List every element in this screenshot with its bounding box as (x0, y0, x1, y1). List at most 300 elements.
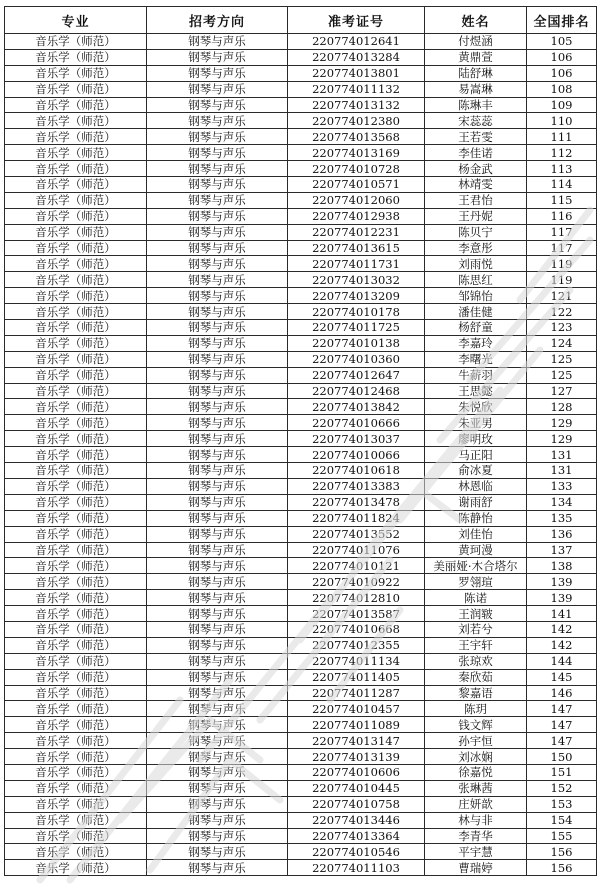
cell-exam-number: 220774010571 (288, 177, 425, 193)
cell-rank: 106 (527, 65, 597, 81)
cell-direction: 钢琴与声乐 (147, 129, 288, 145)
table-row (5, 590, 597, 606)
cell-direction: 钢琴与声乐 (147, 478, 288, 494)
cell-major: 音乐学（师范） (5, 860, 147, 876)
cell-major: 音乐学（师范） (5, 34, 147, 50)
cell-rank: 136 (527, 526, 597, 542)
cell-rank: 119 (527, 256, 597, 272)
cell-name: 廖明玫 (425, 431, 527, 447)
table-row (5, 367, 597, 383)
cell-direction: 钢琴与声乐 (147, 637, 288, 653)
cell-rank: 119 (527, 272, 597, 288)
table-row (5, 701, 597, 717)
cell-major: 音乐学（师范） (5, 478, 147, 494)
cell-major: 音乐学（师范） (5, 145, 147, 161)
cell-exam-number: 220774010728 (288, 161, 425, 177)
cell-major: 音乐学（师范） (5, 383, 147, 399)
cell-major: 音乐学（师范） (5, 192, 147, 208)
cell-exam-number: 220774013383 (288, 478, 425, 494)
cell-name: 刘佳怡 (425, 526, 527, 542)
cell-name: 王宇轩 (425, 637, 527, 653)
cell-direction: 钢琴与声乐 (147, 288, 288, 304)
cell-rank: 110 (527, 113, 597, 129)
table-body (5, 34, 597, 876)
cell-rank: 142 (527, 637, 597, 653)
cell-direction: 钢琴与声乐 (147, 494, 288, 510)
cell-exam-number: 220774011725 (288, 320, 425, 336)
cell-exam-number: 220774011089 (288, 717, 425, 733)
cell-direction: 钢琴与声乐 (147, 669, 288, 685)
cell-major: 音乐学（师范） (5, 272, 147, 288)
cell-rank: 129 (527, 415, 597, 431)
table-row (5, 526, 597, 542)
cell-rank: 108 (527, 81, 597, 97)
cell-exam-number: 220774013552 (288, 526, 425, 542)
table-row (5, 161, 597, 177)
cell-exam-number: 220774013842 (288, 399, 425, 415)
table-row (5, 288, 597, 304)
cell-rank: 115 (527, 192, 597, 208)
cell-name: 黄珂漫 (425, 542, 527, 558)
cell-major: 音乐学（师范） (5, 288, 147, 304)
cell-rank: 156 (527, 860, 597, 876)
cell-direction: 钢琴与声乐 (147, 177, 288, 193)
cell-major: 音乐学（师范） (5, 844, 147, 860)
cell-name: 张琼欢 (425, 653, 527, 669)
cell-rank: 141 (527, 606, 597, 622)
cell-direction: 钢琴与声乐 (147, 780, 288, 796)
cell-rank: 117 (527, 240, 597, 256)
cell-exam-number: 220774011132 (288, 81, 425, 97)
table-row (5, 129, 597, 145)
cell-major: 音乐学（师范） (5, 320, 147, 336)
cell-exam-number: 220774010606 (288, 764, 425, 780)
cell-exam-number: 220774012355 (288, 637, 425, 653)
table-row (5, 256, 597, 272)
cell-major: 音乐学（师范） (5, 240, 147, 256)
cell-name: 曹瑞婷 (425, 860, 527, 876)
cell-exam-number: 220774010666 (288, 415, 425, 431)
cell-exam-number: 220774010445 (288, 780, 425, 796)
cell-exam-number: 220774013587 (288, 606, 425, 622)
table-row (5, 49, 597, 65)
cell-direction: 钢琴与声乐 (147, 812, 288, 828)
cell-direction: 钢琴与声乐 (147, 320, 288, 336)
cell-direction: 钢琴与声乐 (147, 34, 288, 50)
table-row (5, 812, 597, 828)
cell-direction: 钢琴与声乐 (147, 717, 288, 733)
cell-direction: 钢琴与声乐 (147, 542, 288, 558)
cell-major: 音乐学（师范） (5, 574, 147, 590)
cell-exam-number: 220774013478 (288, 494, 425, 510)
cell-exam-number: 220774012647 (288, 367, 425, 383)
table-row (5, 637, 597, 653)
cell-major: 音乐学（师范） (5, 558, 147, 574)
cell-rank: 137 (527, 542, 597, 558)
cell-rank: 121 (527, 288, 597, 304)
cell-direction: 钢琴与声乐 (147, 749, 288, 765)
cell-major: 音乐学（师范） (5, 224, 147, 240)
table-row (5, 431, 597, 447)
table-row (5, 145, 597, 161)
cell-major: 音乐学（师范） (5, 717, 147, 733)
cell-direction: 钢琴与声乐 (147, 367, 288, 383)
cell-name: 潘佳健 (425, 304, 527, 320)
cell-direction: 钢琴与声乐 (147, 701, 288, 717)
cell-major: 音乐学（师范） (5, 637, 147, 653)
header-exam-number: 准考证号 (288, 7, 425, 34)
cell-exam-number: 220774011287 (288, 685, 425, 701)
cell-exam-number: 220774010758 (288, 796, 425, 812)
cell-direction: 钢琴与声乐 (147, 304, 288, 320)
cell-major: 音乐学（师范） (5, 367, 147, 383)
cell-name: 平宇慧 (425, 844, 527, 860)
cell-name: 杨金武 (425, 161, 527, 177)
table-row (5, 749, 597, 765)
cell-exam-number: 220774013147 (288, 733, 425, 749)
cell-rank: 117 (527, 224, 597, 240)
cell-direction: 钢琴与声乐 (147, 192, 288, 208)
cell-exam-number: 220774012938 (288, 208, 425, 224)
cell-rank: 145 (527, 669, 597, 685)
table-row (5, 780, 597, 796)
cell-major: 音乐学（师范） (5, 701, 147, 717)
table-row (5, 304, 597, 320)
cell-rank: 152 (527, 780, 597, 796)
table-row (5, 510, 597, 526)
cell-rank: 154 (527, 812, 597, 828)
table-row (5, 272, 597, 288)
table-row (5, 65, 597, 81)
cell-major: 音乐学（师范） (5, 49, 147, 65)
cell-major: 音乐学（师范） (5, 113, 147, 129)
cell-major: 音乐学（师范） (5, 129, 147, 145)
cell-name: 朱亚男 (425, 415, 527, 431)
cell-name: 杨舒童 (425, 320, 527, 336)
cell-rank: 124 (527, 335, 597, 351)
cell-direction: 钢琴与声乐 (147, 621, 288, 637)
cell-name: 易嵩琳 (425, 81, 527, 97)
table-row (5, 192, 597, 208)
cell-name: 陈诺 (425, 590, 527, 606)
cell-name: 牛薪羽 (425, 367, 527, 383)
cell-exam-number: 220774011134 (288, 653, 425, 669)
cell-rank: 139 (527, 590, 597, 606)
table-row (5, 478, 597, 494)
cell-rank: 113 (527, 161, 597, 177)
cell-name: 王君怡 (425, 192, 527, 208)
cell-rank: 155 (527, 828, 597, 844)
cell-rank: 114 (527, 177, 597, 193)
table-row (5, 733, 597, 749)
cell-exam-number: 220774011405 (288, 669, 425, 685)
cell-direction: 钢琴与声乐 (147, 431, 288, 447)
table-row (5, 574, 597, 590)
cell-exam-number: 220774013032 (288, 272, 425, 288)
cell-rank: 147 (527, 717, 597, 733)
table-row (5, 399, 597, 415)
cell-direction: 钢琴与声乐 (147, 351, 288, 367)
cell-direction: 钢琴与声乐 (147, 224, 288, 240)
cell-rank: 125 (527, 351, 597, 367)
header-major: 专业 (5, 7, 147, 34)
cell-major: 音乐学（师范） (5, 606, 147, 622)
cell-name: 李青华 (425, 828, 527, 844)
cell-major: 音乐学（师范） (5, 81, 147, 97)
cell-exam-number: 220774010668 (288, 621, 425, 637)
cell-rank: 146 (527, 685, 597, 701)
cell-direction: 钢琴与声乐 (147, 606, 288, 622)
cell-rank: 116 (527, 208, 597, 224)
cell-rank: 129 (527, 431, 597, 447)
table-row (5, 335, 597, 351)
table-row (5, 320, 597, 336)
cell-direction: 钢琴与声乐 (147, 113, 288, 129)
cell-name: 邹锦怡 (425, 288, 527, 304)
cell-direction: 钢琴与声乐 (147, 145, 288, 161)
cell-major: 音乐学（师范） (5, 542, 147, 558)
table-row (5, 860, 597, 876)
cell-exam-number: 220774013284 (288, 49, 425, 65)
cell-exam-number: 220774011076 (288, 542, 425, 558)
cell-direction: 钢琴与声乐 (147, 97, 288, 113)
table-row (5, 34, 597, 50)
cell-direction: 钢琴与声乐 (147, 764, 288, 780)
cell-rank: 147 (527, 701, 597, 717)
table-row (5, 383, 597, 399)
cell-exam-number: 220774010360 (288, 351, 425, 367)
ranking-sheet (4, 6, 596, 876)
cell-name: 美丽娅·木合塔尔 (425, 558, 527, 574)
cell-direction: 钢琴与声乐 (147, 733, 288, 749)
cell-exam-number: 220774012468 (288, 383, 425, 399)
cell-name: 孙宇恒 (425, 733, 527, 749)
cell-direction: 钢琴与声乐 (147, 796, 288, 812)
table-row (5, 447, 597, 463)
cell-major: 音乐学（师范） (5, 653, 147, 669)
table-row (5, 828, 597, 844)
cell-exam-number: 220774011103 (288, 860, 425, 876)
cell-direction: 钢琴与声乐 (147, 49, 288, 65)
cell-rank: 135 (527, 510, 597, 526)
cell-exam-number: 220774010138 (288, 335, 425, 351)
cell-direction: 钢琴与声乐 (147, 574, 288, 590)
cell-rank: 105 (527, 34, 597, 50)
cell-name: 秦欣茹 (425, 669, 527, 685)
cell-rank: 123 (527, 320, 597, 336)
cell-major: 音乐学（师范） (5, 749, 147, 765)
cell-direction: 钢琴与声乐 (147, 590, 288, 606)
cell-major: 音乐学（师范） (5, 447, 147, 463)
cell-direction: 钢琴与声乐 (147, 272, 288, 288)
cell-major: 音乐学（师范） (5, 399, 147, 415)
cell-name: 李曙光 (425, 351, 527, 367)
table-row (5, 669, 597, 685)
cell-direction: 钢琴与声乐 (147, 447, 288, 463)
cell-name: 林靖雯 (425, 177, 527, 193)
cell-exam-number: 220774013209 (288, 288, 425, 304)
cell-major: 音乐学（师范） (5, 177, 147, 193)
cell-name: 李佳诺 (425, 145, 527, 161)
cell-name: 王丹妮 (425, 208, 527, 224)
cell-rank: 134 (527, 494, 597, 510)
cell-rank: 106 (527, 49, 597, 65)
cell-exam-number: 220774010546 (288, 844, 425, 860)
table-row (5, 764, 597, 780)
cell-major: 音乐学（师范） (5, 415, 147, 431)
cell-exam-number: 220774013139 (288, 749, 425, 765)
table-row (5, 717, 597, 733)
cell-major: 音乐学（师范） (5, 796, 147, 812)
header-name: 姓名 (425, 7, 527, 34)
cell-direction: 钢琴与声乐 (147, 256, 288, 272)
cell-name: 王润皲 (425, 606, 527, 622)
table-row (5, 558, 597, 574)
cell-direction: 钢琴与声乐 (147, 463, 288, 479)
cell-exam-number: 220774010922 (288, 574, 425, 590)
cell-exam-number: 220774012810 (288, 590, 425, 606)
cell-exam-number: 220774010618 (288, 463, 425, 479)
cell-major: 音乐学（师范） (5, 526, 147, 542)
cell-exam-number: 220774012380 (288, 113, 425, 129)
cell-direction: 钢琴与声乐 (147, 685, 288, 701)
cell-exam-number: 220774012231 (288, 224, 425, 240)
cell-major: 音乐学（师范） (5, 256, 147, 272)
cell-rank: 125 (527, 367, 597, 383)
cell-name: 王思懿 (425, 383, 527, 399)
cell-name: 陈琳丰 (425, 97, 527, 113)
cell-direction: 钢琴与声乐 (147, 415, 288, 431)
cell-rank: 131 (527, 447, 597, 463)
cell-exam-number: 220774011731 (288, 256, 425, 272)
cell-direction: 钢琴与声乐 (147, 653, 288, 669)
header-direction: 招考方向 (147, 7, 288, 34)
cell-rank: 127 (527, 383, 597, 399)
cell-direction: 钢琴与声乐 (147, 383, 288, 399)
cell-major: 音乐学（师范） (5, 97, 147, 113)
cell-name: 刘冰娴 (425, 749, 527, 765)
table-row (5, 81, 597, 97)
cell-exam-number: 220774013801 (288, 65, 425, 81)
cell-major: 音乐学（师范） (5, 733, 147, 749)
cell-direction: 钢琴与声乐 (147, 399, 288, 415)
cell-rank: 138 (527, 558, 597, 574)
cell-major: 音乐学（师范） (5, 764, 147, 780)
ranking-table (4, 6, 597, 876)
cell-major: 音乐学（师范） (5, 494, 147, 510)
cell-exam-number: 220774012060 (288, 192, 425, 208)
table-row (5, 844, 597, 860)
cell-exam-number: 220774013364 (288, 828, 425, 844)
cell-major: 音乐学（师范） (5, 685, 147, 701)
table-row (5, 542, 597, 558)
cell-major: 音乐学（师范） (5, 510, 147, 526)
cell-name: 陈思红 (425, 272, 527, 288)
cell-exam-number: 220774013037 (288, 431, 425, 447)
cell-name: 朱悦欣 (425, 399, 527, 415)
table-row (5, 606, 597, 622)
cell-rank: 122 (527, 304, 597, 320)
cell-major: 音乐学（师范） (5, 161, 147, 177)
cell-rank: 112 (527, 145, 597, 161)
cell-direction: 钢琴与声乐 (147, 558, 288, 574)
cell-name: 陈静怡 (425, 510, 527, 526)
cell-major: 音乐学（师范） (5, 208, 147, 224)
cell-rank: 144 (527, 653, 597, 669)
cell-name: 林与非 (425, 812, 527, 828)
cell-direction: 钢琴与声乐 (147, 208, 288, 224)
table-row (5, 224, 597, 240)
table-row (5, 685, 597, 701)
cell-name: 付煜涵 (425, 34, 527, 50)
cell-name: 陈玥 (425, 701, 527, 717)
table-row (5, 240, 597, 256)
cell-name: 李嘉玲 (425, 335, 527, 351)
cell-exam-number: 220774012641 (288, 34, 425, 50)
cell-major: 音乐学（师范） (5, 65, 147, 81)
cell-major: 音乐学（师范） (5, 463, 147, 479)
cell-exam-number: 220774013169 (288, 145, 425, 161)
cell-exam-number: 220774013615 (288, 240, 425, 256)
cell-name: 罗翎瑄 (425, 574, 527, 590)
cell-direction: 钢琴与声乐 (147, 510, 288, 526)
cell-name: 钱文辉 (425, 717, 527, 733)
table-row (5, 653, 597, 669)
cell-exam-number: 220774013568 (288, 129, 425, 145)
cell-rank: 153 (527, 796, 597, 812)
cell-rank: 131 (527, 463, 597, 479)
cell-name: 陆舒琳 (425, 65, 527, 81)
cell-rank: 142 (527, 621, 597, 637)
cell-major: 音乐学（师范） (5, 304, 147, 320)
cell-major: 音乐学（师范） (5, 812, 147, 828)
cell-exam-number: 220774010178 (288, 304, 425, 320)
table-row (5, 208, 597, 224)
cell-rank: 147 (527, 733, 597, 749)
cell-exam-number: 220774010066 (288, 447, 425, 463)
table-row (5, 621, 597, 637)
cell-direction: 钢琴与声乐 (147, 828, 288, 844)
cell-direction: 钢琴与声乐 (147, 335, 288, 351)
cell-rank: 150 (527, 749, 597, 765)
cell-name: 张琳茜 (425, 780, 527, 796)
cell-exam-number: 220774013132 (288, 97, 425, 113)
cell-name: 林恩临 (425, 478, 527, 494)
table-row (5, 796, 597, 812)
cell-rank: 133 (527, 478, 597, 494)
cell-exam-number: 220774010121 (288, 558, 425, 574)
cell-name: 马正阳 (425, 447, 527, 463)
cell-name: 徐嘉悦 (425, 764, 527, 780)
cell-major: 音乐学（师范） (5, 590, 147, 606)
cell-major: 音乐学（师范） (5, 828, 147, 844)
cell-name: 谢雨舒 (425, 494, 527, 510)
cell-direction: 钢琴与声乐 (147, 161, 288, 177)
table-row (5, 113, 597, 129)
table-row (5, 415, 597, 431)
table-row (5, 351, 597, 367)
cell-name: 刘雨悦 (425, 256, 527, 272)
cell-name: 王若雯 (425, 129, 527, 145)
cell-exam-number: 220774011824 (288, 510, 425, 526)
cell-exam-number: 220774013446 (288, 812, 425, 828)
cell-rank: 111 (527, 129, 597, 145)
cell-name: 庄妍歆 (425, 796, 527, 812)
cell-direction: 钢琴与声乐 (147, 240, 288, 256)
cell-name: 黎嘉语 (425, 685, 527, 701)
cell-rank: 109 (527, 97, 597, 113)
cell-major: 音乐学（师范） (5, 431, 147, 447)
